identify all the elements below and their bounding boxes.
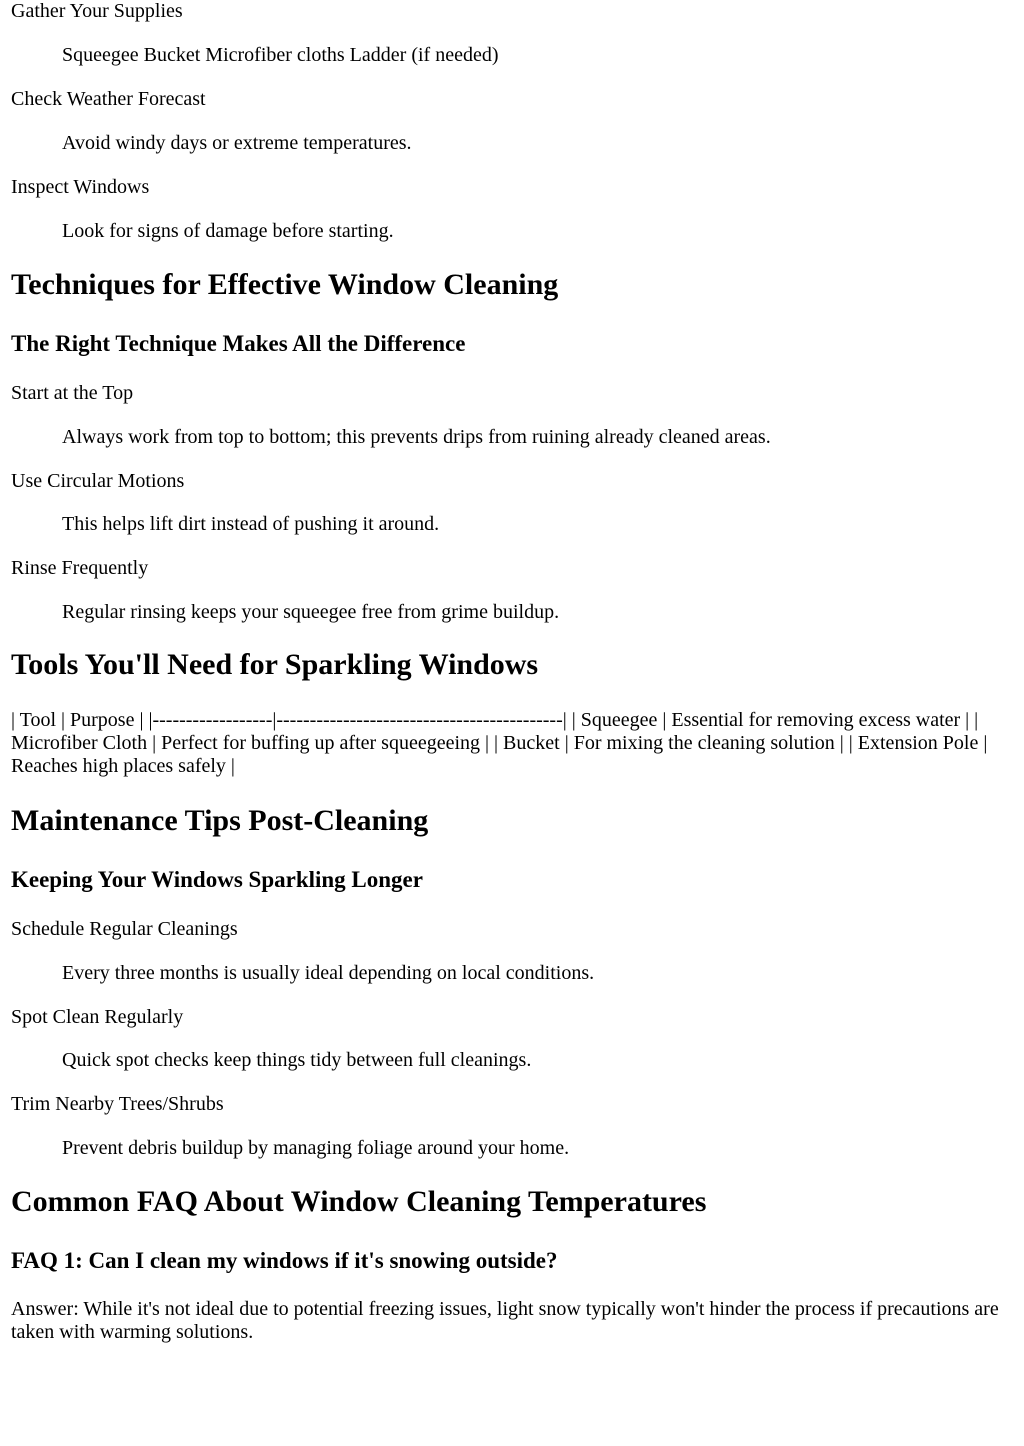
maintenance-term-spot: Spot Clean Regularly: [11, 1006, 184, 1028]
faq-heading: Common FAQ About Window Cleaning Temperatures: [11, 1185, 707, 1218]
maintenance-desc-trim: Prevent debris buildup by managing foliage around your home.: [62, 1137, 570, 1159]
technique-term-circular: Use Circular Motions: [11, 470, 185, 492]
tools-heading: Tools You'll Need for Sparkling Windows: [11, 648, 539, 681]
maintenance-desc-spot: Quick spot checks keep things tidy between full cleanings.: [62, 1049, 532, 1071]
prep-desc-supplies: Squeegee Bucket Microfiber cloths Ladder (if needed): [62, 44, 499, 66]
techniques-heading: Techniques for Effective Window Cleaning: [11, 268, 559, 301]
techniques-subheading: The Right Technique Makes All the Difference: [11, 331, 466, 356]
technique-term-top: Start at the Top: [11, 382, 134, 404]
tools-raw-table: | Tool | Purpose | |------------------|-------------------------------------------| | Squeegee | Essential for removing excess water | | Microfiber Cloth | Perfect for buffing up after squeegeeing | | Bucket | For mixing the cleaning solution | | Extension Pole | Reaches high places safely |: [11, 709, 988, 777]
technique-desc-rinse: Regular rinsing keeps your squeegee free from grime buildup.: [62, 601, 560, 623]
technique-desc-circular: This helps lift dirt instead of pushing it around.: [62, 513, 440, 535]
maintenance-subheading: Keeping Your Windows Sparkling Longer: [11, 867, 423, 892]
prep-term-inspect: Inspect Windows: [11, 176, 150, 198]
maintenance-desc-schedule: Every three months is usually ideal depending on local conditions.: [62, 962, 595, 984]
prep-desc-weather: Avoid windy days or extreme temperatures.: [62, 132, 412, 154]
maintenance-term-trim: Trim Nearby Trees/Shrubs: [11, 1093, 224, 1115]
prep-desc-inspect: Look for signs of damage before starting.: [62, 220, 394, 242]
technique-desc-top: Always work from top to bottom; this prevents drips from ruining already cleaned areas.: [62, 426, 771, 448]
technique-term-rinse: Rinse Frequently: [11, 557, 149, 579]
faq-question-1: FAQ 1: Can I clean my windows if it's snowing outside?: [11, 1248, 558, 1273]
prep-term-supplies: Gather Your Supplies: [11, 0, 183, 22]
maintenance-heading: Maintenance Tips Post-Cleaning: [11, 804, 429, 837]
maintenance-term-schedule: Schedule Regular Cleanings: [11, 918, 238, 940]
prep-term-weather: Check Weather Forecast: [11, 88, 206, 110]
faq-answer-1: Answer: While it's not ideal due to potential freezing issues, light snow typically won't hinder the process if precautions are taken with warming solutions.: [11, 1298, 999, 1343]
